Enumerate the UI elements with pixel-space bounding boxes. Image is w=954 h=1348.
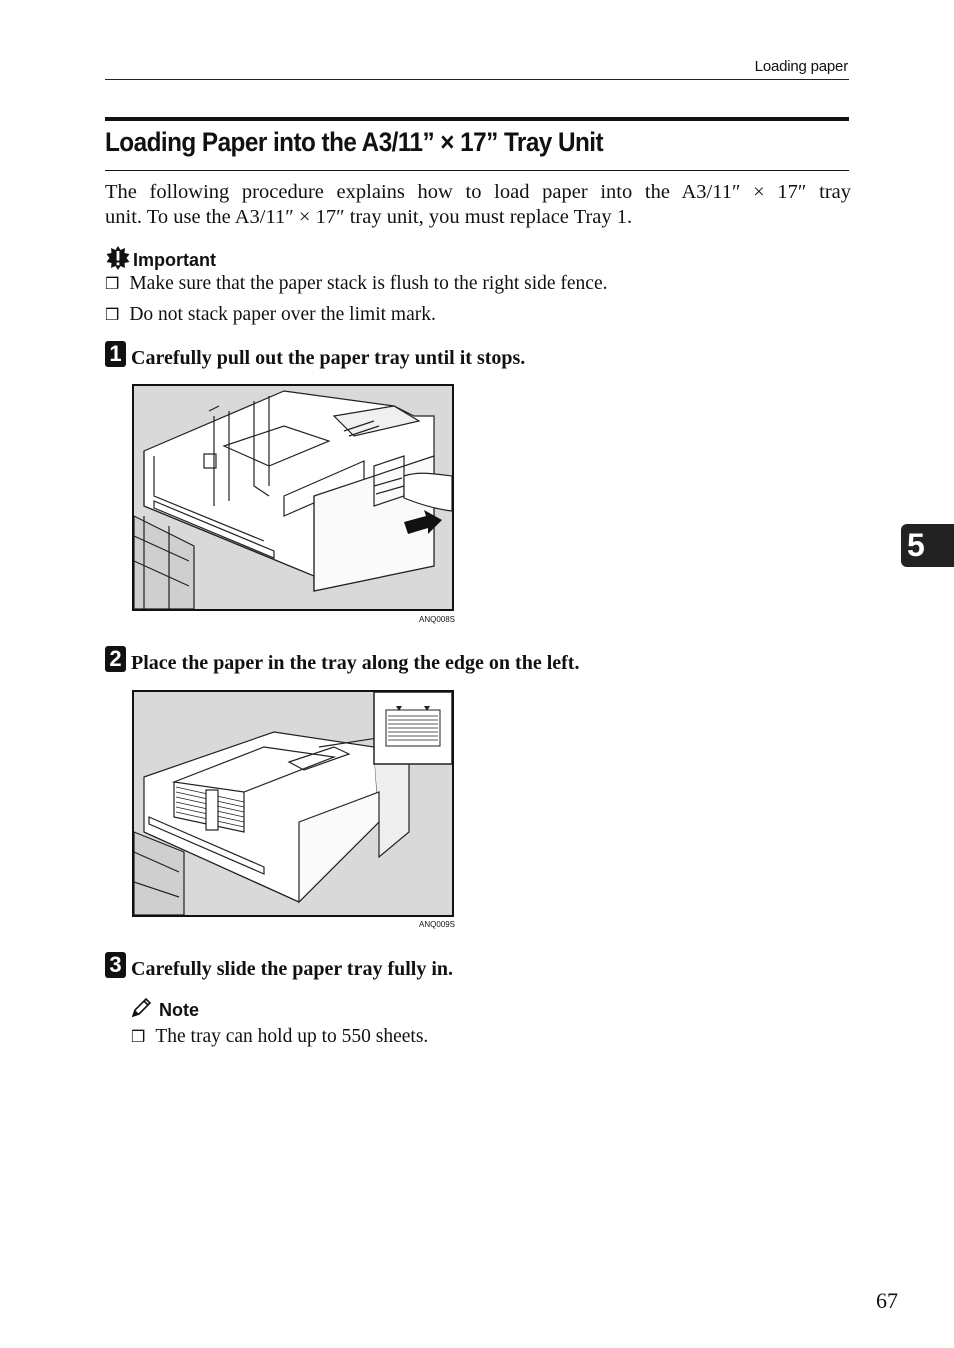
step-text-1: Carefully pull out the paper tray until it stops. (131, 347, 526, 369)
figure-pull-out-tray (132, 384, 454, 611)
page-number: 67 (876, 1288, 898, 1313)
title-rule-bottom (105, 170, 849, 171)
tray-pulled-out-illustration (134, 386, 452, 609)
step-number-2: 2 (105, 646, 126, 672)
important-icon (105, 245, 131, 276)
step-text-3: Carefully slide the paper tray fully in. (131, 958, 454, 980)
important-heading (105, 245, 216, 276)
important-heading-label: Important (133, 250, 216, 270)
important-item-text: Do not stack paper over the limit mark. (129, 304, 436, 325)
checkbox-bullet-icon: ❒ (131, 1027, 146, 1046)
figure-code: ANQ008S (419, 615, 456, 624)
checkbox-bullet-icon: ❒ (105, 274, 120, 293)
title-rule-top (105, 117, 849, 121)
figure-place-paper (132, 690, 454, 917)
intro-line-1: The following procedure explains how to load paper into the A3/11″ × 17″ tray (105, 181, 851, 203)
note-heading (131, 998, 199, 1023)
important-item-text: Make sure that the paper stack is flush to the right side fence. (129, 273, 608, 294)
figure-code: ANQ009S (419, 920, 456, 929)
step-text-2: Place the paper in the tray along the edge on the left. (131, 652, 580, 674)
checkbox-bullet-icon: ❒ (105, 305, 120, 324)
chapter-tab: 5 (901, 524, 954, 567)
pencil-icon (131, 998, 153, 1023)
intro-line-2: unit. To use the A3/11″ × 17″ tray unit, you must replace Tray 1. (105, 206, 633, 228)
intro-paragraph (105, 180, 851, 230)
step-number-3: 3 (105, 952, 126, 978)
important-item (105, 273, 607, 295)
running-header: Loading paper (754, 58, 848, 75)
important-item (105, 304, 436, 326)
note-item-text: The tray can hold up to 550 sheets. (155, 1026, 429, 1047)
paper-in-tray-illustration (134, 692, 452, 915)
page-title: Loading Paper into the A3/11” × 17” Tray Unit (105, 127, 604, 157)
note-heading-label: Note (159, 1000, 199, 1020)
header-rule (105, 79, 849, 80)
note-item (131, 1026, 428, 1048)
step-number-1: 1 (105, 341, 126, 367)
